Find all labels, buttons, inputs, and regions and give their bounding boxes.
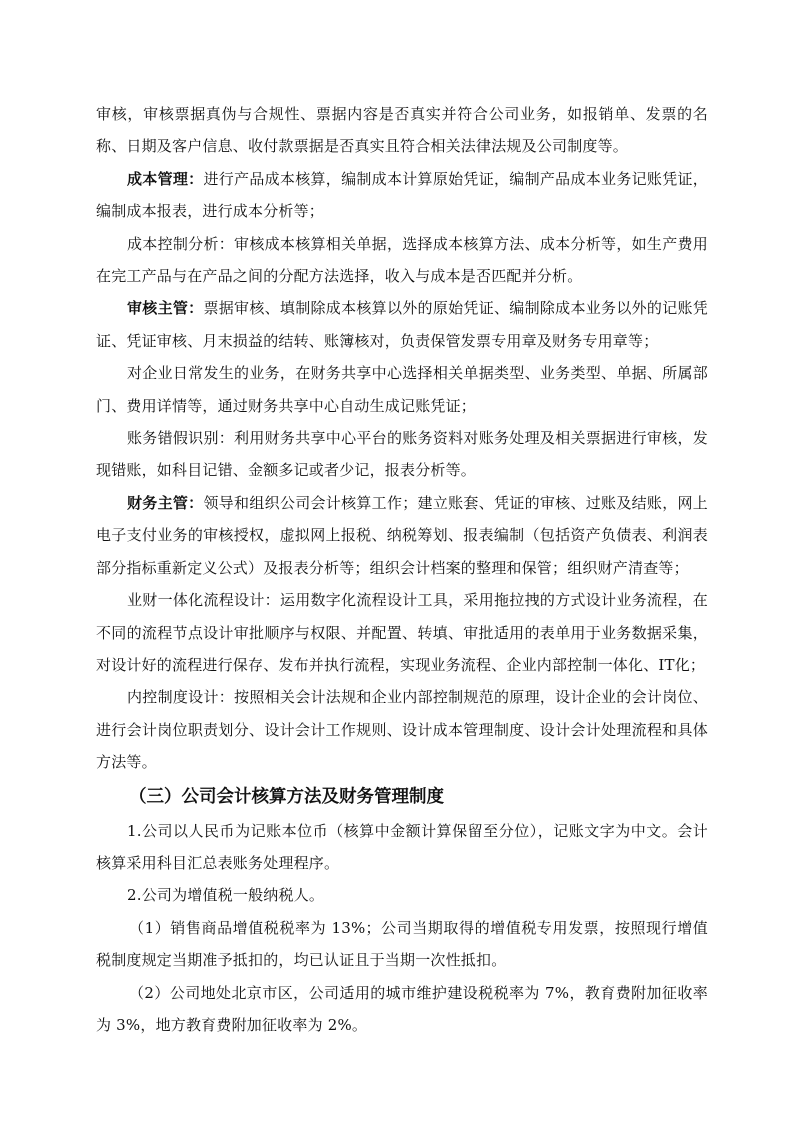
paragraph-process-design (96, 584, 708, 681)
paragraph-taxpayer-status (96, 879, 708, 911)
paragraph-lead: 成本管理： (127, 169, 204, 188)
paragraph-text: 1.公司以人民币为记账本位币（核算中金额计算保留至分位），记账文字为中文。会计核算采用科目汇总表账务处理程序。 (96, 821, 708, 872)
paragraph-lead: 财务主管： (127, 493, 204, 512)
paragraph-text: 内控制度设计：按照相关会计法规和企业内部控制规范的原理，设计企业的会计岗位、进行会计岗位职责划分、设计会计工作规则、设计成本管理制度、设计会计处理流程和具体方法等。 (96, 688, 708, 772)
paragraph-lead: 审核主管： (127, 299, 204, 318)
paragraph-daily-business (96, 357, 708, 422)
paragraph-bookkeeping-currency (96, 815, 708, 880)
paragraph-text: 2.公司为增值税一般纳税人。 (127, 886, 325, 905)
paragraph-urban-tax (96, 977, 708, 1042)
paragraph-text: 审核，审核票据真伪与合规性、票据内容是否真实并符合公司业务，如报销单、发票的名称、日期及客户信息、收付款票据是否真实且符合相关法律法规及公司制度等。 (96, 105, 708, 156)
paragraph-audit-continuation (96, 98, 708, 163)
document-page (96, 98, 708, 1041)
paragraph-text: 进行产品成本核算，编制成本计算原始凭证，编制产品成本业务记账凭证，编制成本报表，进行成本分析等； (96, 169, 708, 221)
paragraph-text: 成本控制分析：审核成本核算相关单据，选择成本核算方法、成本分析等，如生产费用在完工产品与在产品之间的分配方法选择，收入与成本是否匹配并分析。 (96, 234, 708, 286)
paragraph-finance-supervisor (96, 487, 708, 584)
paragraph-text: 票据审核、填制除成本核算以外的原始凭证、编制除成本业务以外的记账凭证、凭证审核、月末损益的结转、账簿核对，负责保管发票专用章及财务专用章等； (96, 299, 708, 350)
section-heading: （三）公司会计核算方法及财务管理制度 (129, 786, 444, 807)
paragraph-vat-rate (96, 912, 708, 977)
paragraph-text: 领导和组织公司会计核算工作；建立账套、凭证的审核、过账及结账，网上电子支付业务的审核授权，虚拟网上报税、纳税筹划、报表编制（包括资产负债表、利润表部分指标重新定义公式）及报表分析等；组织会计档案的整理和保管；组织财产清查等； (96, 493, 708, 577)
paragraph-text: 账务错假识别：利用财务共享中心平台的账务资料对账务处理及相关票据进行审核，发现错账，如科目记错、金额多记或者少记，报表分析等。 (96, 429, 708, 480)
paragraph-text: 对企业日常发生的业务，在财务共享中心选择相关单据类型、业务类型、单据、所属部门、费用详情等，通过财务共享中心自动生成记账凭证； (96, 364, 708, 415)
paragraph-error-identification (96, 422, 708, 487)
paragraph-cost-control (96, 228, 708, 293)
paragraph-text: （1）销售商品增值税税率为 13%；公司当期取得的增值税专用发票，按照现行增值税制度规定当期准予抵扣的，均已认证且于当期一次性抵扣。 (96, 918, 708, 970)
paragraph-text: 业财一体化流程设计：运用数字化流程设计工具，采用拖拉拽的方式设计业务流程，在不同的流程节点设计审批顺序与权限、并配置、转填、审批适用的表单用于业务数据采集，对设计好的流程进行保存、发布并执行流程，实现业务流程、企业内部控制一体化、IT化； (96, 591, 708, 674)
paragraph-internal-control (96, 681, 708, 778)
paragraph-audit-supervisor (96, 292, 708, 357)
paragraph-cost-management (96, 163, 708, 228)
paragraph-text: （2）公司地处北京市区，公司适用的城市维护建设税税率为 7%，教育费附加征收率为 3%，地方教育费附加征收率为 2%。 (96, 983, 708, 1034)
